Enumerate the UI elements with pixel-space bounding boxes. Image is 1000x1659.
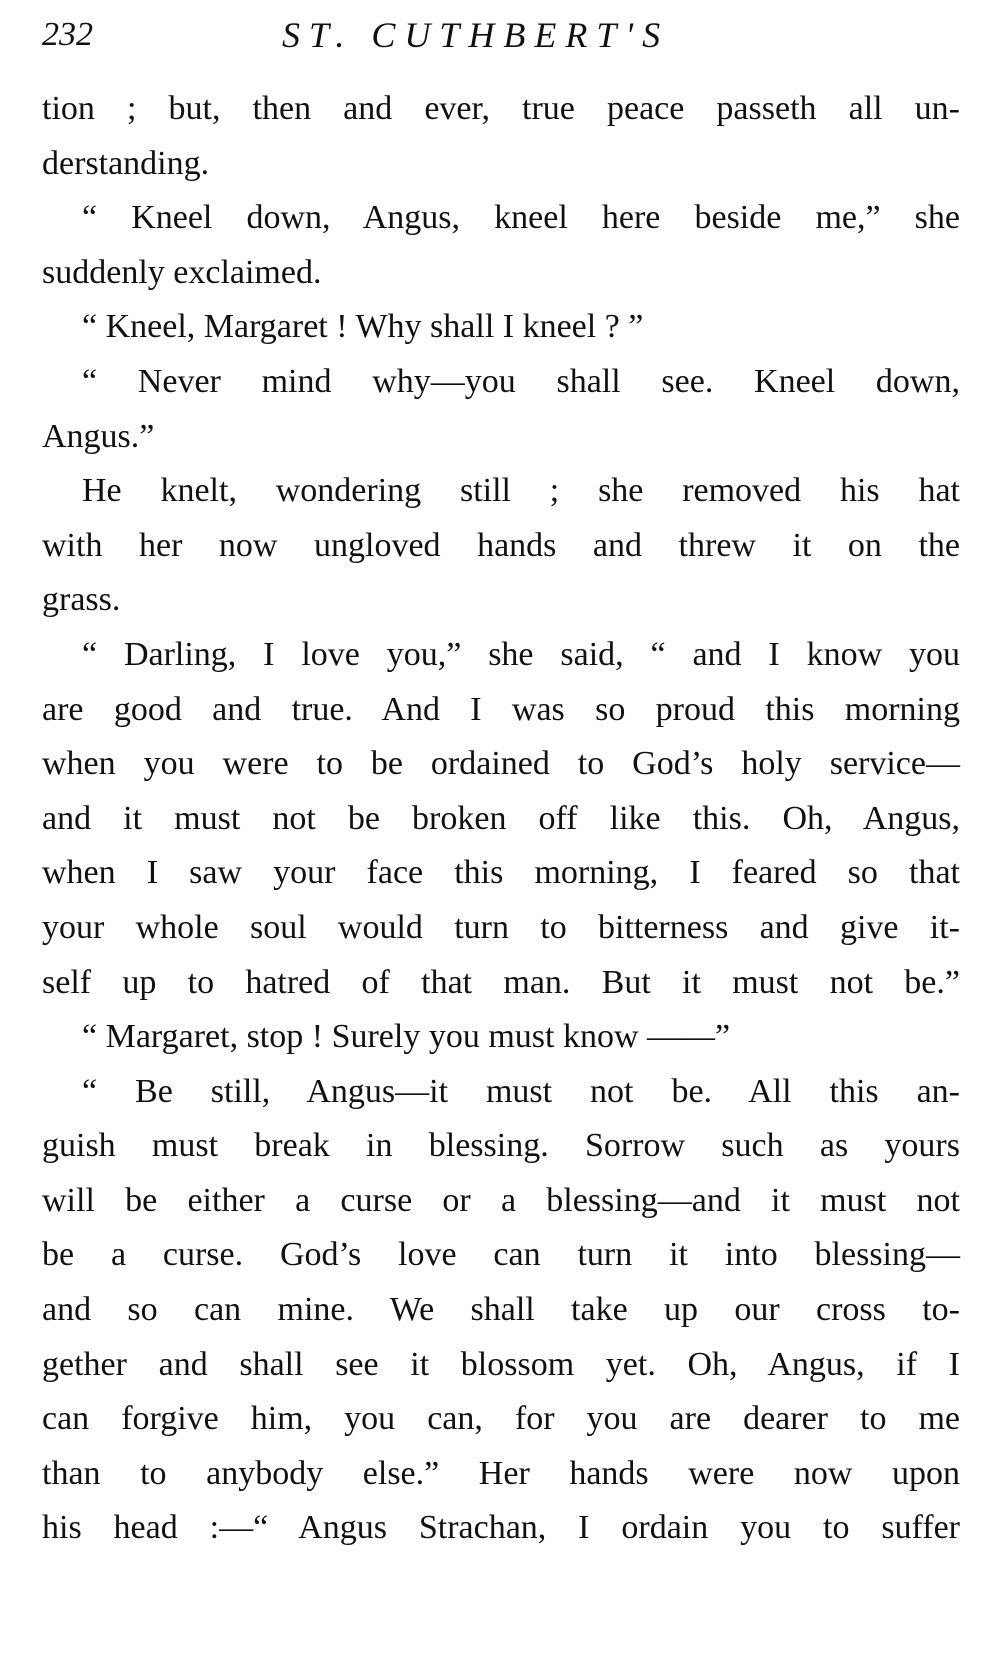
- text-line: can forgive him, you can, for you are dearer to me: [42, 1400, 960, 1438]
- text-line: He knelt, wondering still ; she removed his hat: [82, 472, 960, 510]
- text-line: his head :—“ Angus Strachan, I ordain you to suffer: [42, 1509, 960, 1547]
- page-header: [42, 0, 960, 80]
- text-line: suddenly exclaimed.: [42, 253, 322, 291]
- running-head: ST. CUTHBERT'S: [282, 15, 670, 55]
- text-line: “ Be still, Angus—it must not be. All this an-: [82, 1072, 960, 1110]
- page-number: 232: [42, 16, 93, 53]
- text-line: “ Darling, I love you,” she said, “ and I know you: [82, 635, 960, 673]
- body-text: [42, 82, 960, 1556]
- text-line: “ Kneel down, Angus, kneel here beside me,” she: [82, 199, 960, 237]
- text-line: tion ; but, then and ever, true peace passeth all un-: [42, 90, 960, 127]
- text-line: your whole soul would turn to bitterness and give it-: [42, 908, 960, 946]
- text-line: “ Kneel, Margaret ! Why shall I kneel ? ”: [82, 308, 644, 346]
- book-page: [42, 0, 960, 1547]
- text-line: grass.: [42, 581, 121, 619]
- text-line: when I saw your face this morning, I feared so that: [42, 854, 960, 892]
- text-line: self up to hatred of that man. But it must not be.”: [42, 963, 960, 1001]
- text-line: than to anybody else.” Her hands were now upon: [42, 1454, 960, 1492]
- text-line: be a curse. God’s love can turn it into blessing—: [42, 1236, 960, 1274]
- text-line: when you were to be ordained to God’s holy service—: [42, 745, 960, 783]
- text-line: “ Never mind why—you shall see. Kneel down,: [82, 362, 960, 400]
- text-line: “ Margaret, stop ! Surely you must know ——”: [82, 1018, 731, 1056]
- text-line: are good and true. And I was so proud this morning: [42, 690, 960, 728]
- text-line: guish must break in blessing. Sorrow such as yours: [42, 1127, 960, 1165]
- text-line: derstanding.: [42, 144, 210, 182]
- text-line: gether and shall see it blossom yet. Oh, Angus, if I: [42, 1345, 960, 1383]
- text-line: Angus.”: [42, 417, 155, 455]
- text-line: and so can mine. We shall take up our cross to-: [42, 1291, 960, 1329]
- text-line: with her now ungloved hands and threw it on the: [42, 526, 960, 564]
- text-line: will be either a curse or a blessing—and it must not: [42, 1181, 960, 1219]
- text-line: and it must not be broken off like this. Oh, Angus,: [42, 799, 960, 837]
